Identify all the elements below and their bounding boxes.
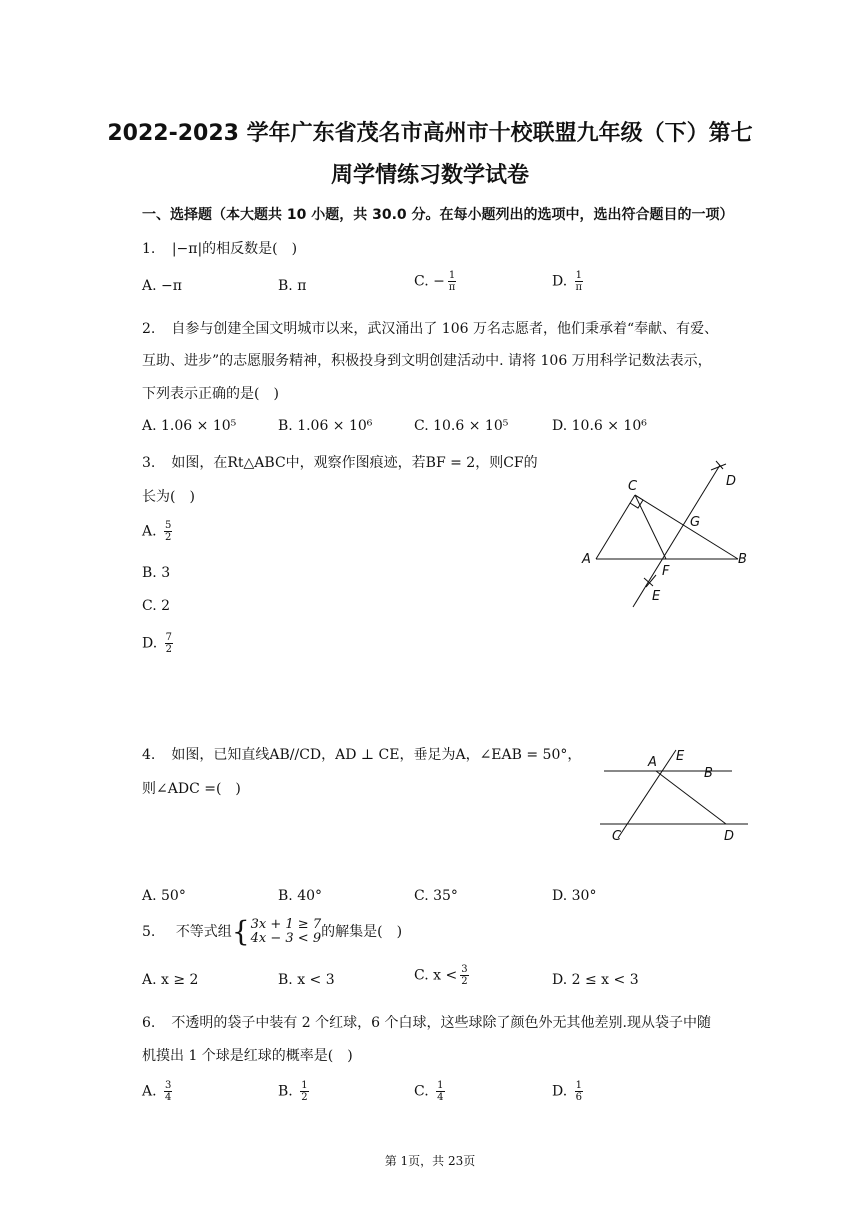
label-F: F — [662, 564, 670, 579]
q3-option-c: C. 2 — [142, 598, 171, 614]
q3-option-d: D. $\frac{7}{2}$ — [142, 632, 173, 655]
question-2-line-2: 互助、进步”的志愿服务精神，积极投身到文明创建活动中. 请将 106 万用科学记数法表示， — [142, 353, 712, 369]
label-C: C — [612, 829, 622, 844]
q4-option-d: D. 30° — [552, 888, 597, 904]
label-E: E — [676, 749, 685, 764]
q4-option-c: C. 35° — [414, 888, 458, 904]
q1-option-a: A. −π — [142, 278, 182, 294]
q3-option-a: A. $\frac{5}{2}$ — [142, 520, 172, 543]
label-B: B — [738, 552, 747, 567]
q4-figure — [598, 740, 754, 850]
question-text: |−π|的相反数是( ) — [171, 241, 298, 257]
q5-option-b: B. x < 3 — [278, 972, 335, 988]
label-E: E — [652, 589, 661, 604]
q3-option-b: B. 3 — [142, 565, 171, 581]
title-line-1: 2022-2023 学年广东省茂名市高州市十校联盟九年级（下）第七 — [107, 121, 753, 146]
label-C: C — [628, 479, 638, 494]
question-5: 5. 不等式组 { 3x + 1 ≥ 7 4x − 3 < 9 的解集是( ) — [142, 915, 403, 948]
question-3-line-2: 长为( ) — [142, 489, 195, 505]
label-D: D — [726, 474, 737, 489]
q2-option-b: B. 1.06 × 10⁶ — [278, 418, 373, 434]
q3-figure — [578, 455, 758, 615]
question-6-line-1: 6. 不透明的袋子中装有 2 个红球，6 个白球，这些球除了颜色外无其他差别.现从袋子中随 — [142, 1015, 711, 1031]
q5-option-d: D. 2 ≤ x < 3 — [552, 972, 639, 988]
label-G: G — [690, 515, 701, 530]
label-D: D — [724, 829, 735, 844]
question-4-line-2: 则∠ADC =( ) — [142, 781, 241, 797]
question-3-line-1: 3. 如图，在Rt△ABC中，观察作图痕迹，若BF = 2，则CF的 — [142, 455, 538, 471]
inequality-system: { 3x + 1 ≥ 7 4x − 3 < 9 — [231, 915, 322, 948]
q6-option-c: C. $\frac{1}{4}$ — [414, 1080, 444, 1103]
label-A: A — [648, 755, 657, 770]
q1-option-d: D. $\frac{1}{\pi}$ — [552, 270, 583, 293]
q6-option-d: D. $\frac{1}{6}$ — [552, 1080, 583, 1103]
q1-option-b: B. π — [278, 278, 307, 294]
label-A: A — [582, 552, 591, 567]
question-2-line-3: 下列表示正确的是( ) — [142, 386, 279, 402]
question-number: 1. — [142, 241, 156, 257]
q4-option-b: B. 40° — [278, 888, 323, 904]
label-B: B — [704, 766, 713, 781]
q5-option-a: A. x ≥ 2 — [142, 972, 199, 988]
q2-option-a: A. 1.06 × 10⁵ — [142, 418, 237, 434]
question-4-line-1: 4. 如图，已知直线AB//CD，AD ⊥ CE，垂足为A，∠EAB = 50°， — [142, 747, 582, 763]
question-2-line-1: 2. 自参与创建全国文明城市以来，武汉涌出了 106 万名志愿者，他们秉承着“奉献、有爱、 — [142, 321, 719, 337]
q6-option-a: A. $\frac{3}{4}$ — [142, 1080, 172, 1103]
q2-option-d: D. 10.6 × 10⁶ — [552, 418, 647, 434]
q1-option-c: C. − $\frac{1}{\pi}$ — [414, 270, 456, 293]
q5-option-c: C. x < $\frac{3}{2}$ — [414, 964, 468, 987]
page-footer: 第 1页，共 23页 — [384, 1154, 476, 1168]
section-heading: 一、选择题（本大题共 10 小题，共 30.0 分。在每小题列出的选项中，选出符合题目的一项） — [142, 207, 734, 223]
q6-option-b: B. $\frac{1}{2}$ — [278, 1080, 308, 1103]
question-6-line-2: 机摸出 1 个球是红球的概率是( ) — [142, 1048, 353, 1064]
q2-option-c: C. 10.6 × 10⁵ — [414, 418, 509, 434]
q4-option-a: A. 50° — [142, 888, 186, 904]
question-1 — [142, 238, 297, 258]
title-line-2: 周学情练习数学试卷 — [330, 163, 529, 188]
